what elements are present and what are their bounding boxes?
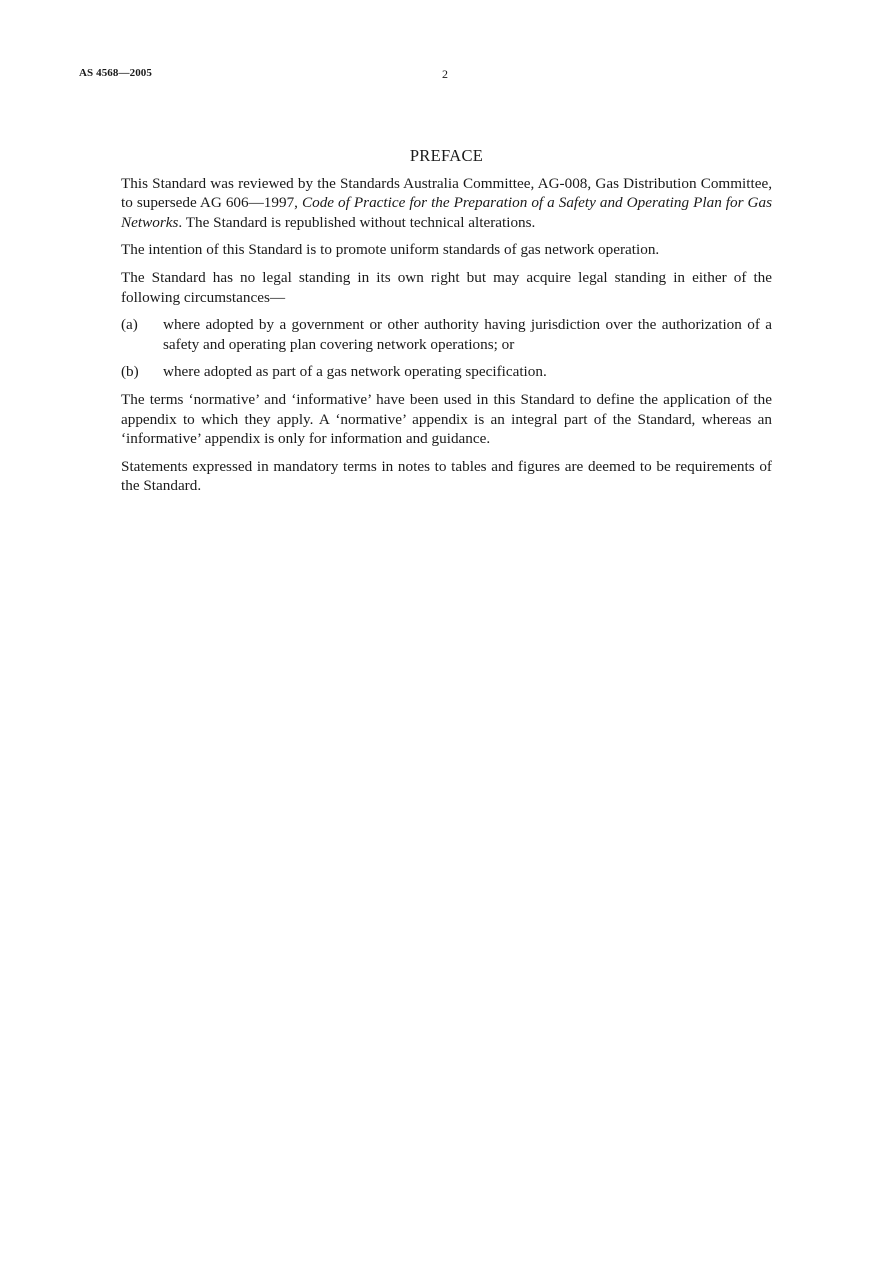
- preface-paragraph-1: [121, 174, 772, 233]
- list-marker: (a): [121, 316, 138, 334]
- list-item-a: [121, 315, 772, 354]
- page-number: 2: [442, 67, 448, 81]
- preface-paragraph-3: The Standard has no legal standing in its own right but may acquire legal standing in either of the following circumstances—: [121, 268, 772, 306]
- preface-section: [121, 146, 772, 504]
- list-item-text: where adopted as part of a gas network operating specification.: [163, 363, 547, 381]
- superseded-document-title: Code of Practice for the Preparation of a Safety and Operating Plan for Gas Networks: [121, 194, 773, 231]
- list-marker: (b): [121, 363, 139, 381]
- list-item-b: [121, 362, 772, 382]
- preface-heading: PREFACE: [409, 146, 484, 165]
- preface-paragraph-2: The intention of this Standard is to promote uniform standards of gas network operation.: [121, 241, 660, 259]
- list-item-text: where adopted by a government or other authority having jurisdiction over the authorization of a safety and operating plan covering network operations; or: [163, 316, 772, 353]
- preface-paragraph-5: Statements expressed in mandatory terms in notes to tables and figures are deemed to be requirements of the Standard.: [121, 457, 772, 495]
- preface-paragraph-1-text-b: . The Standard is republished without technical alterations.: [178, 213, 536, 231]
- preface-paragraph-1-text-a: This Standard was reviewed by the Standards Australia Committee, AG-008, Gas Distribution Committee, to supersede AG 606—1997,: [121, 174, 772, 212]
- preface-paragraph-4: The terms ‘normative’ and ‘informative’ have been used in this Standard to define the application of the appendix to which they apply. A ‘normative’ appendix is an integral part of the Standard, whereas an ‘informative’ appendix is only for information and guidance.: [121, 390, 772, 448]
- running-head-standard-id: AS 4568—2005: [79, 67, 153, 79]
